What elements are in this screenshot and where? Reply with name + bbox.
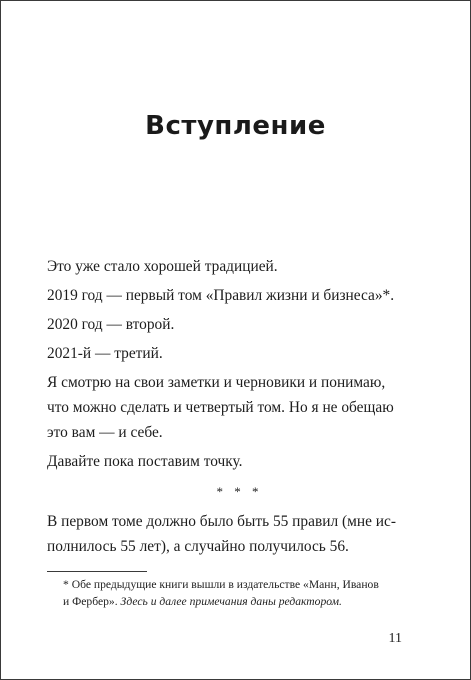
paragraph-2021: 2021-й — третий. <box>47 345 163 362</box>
footnote-divider <box>47 571 147 572</box>
paragraph-point: Давайте пока поставим точку. <box>47 453 243 470</box>
paragraph-first-volume-line-2: полнилось 55 лет), а случайно получилось 56. <box>47 538 349 555</box>
paragraph-2019: 2019 год — первый том «Правил жизни и бизнеса»*. <box>47 287 395 304</box>
page-number: 11 <box>388 631 402 646</box>
paragraph-notes-line-1: Я смотрю на свои заметки и черновики и понимаю, <box>47 374 386 391</box>
section-separator: * * * <box>216 484 263 499</box>
footnote-line-2-italic: Здесь и далее примечания даны редактором. <box>120 595 342 608</box>
paragraph-tradition: Это уже стало хорошей традицией. <box>47 258 278 275</box>
paragraph-2020: 2020 год — второй. <box>47 316 175 333</box>
body-text <box>47 254 432 563</box>
chapter-title: Вступление <box>145 111 326 141</box>
paragraph-first-volume <box>47 509 432 559</box>
paragraph-first-volume-line-1: В первом томе должно было быть 55 правил (мне ис- <box>47 513 396 530</box>
footnote-line-1: * Обе предыдущие книги вышли в издательстве «Манн, Иванов <box>63 578 379 591</box>
paragraph-notes-line-3: это вам — и себе. <box>47 424 163 441</box>
footnote <box>63 576 443 610</box>
paragraph-notes-line-2: что можно сделать и четвертый том. Но я не обещаю <box>47 399 394 416</box>
paragraph-notes <box>47 370 432 445</box>
footnote-line-2-plain: и Фербер». <box>63 595 121 608</box>
